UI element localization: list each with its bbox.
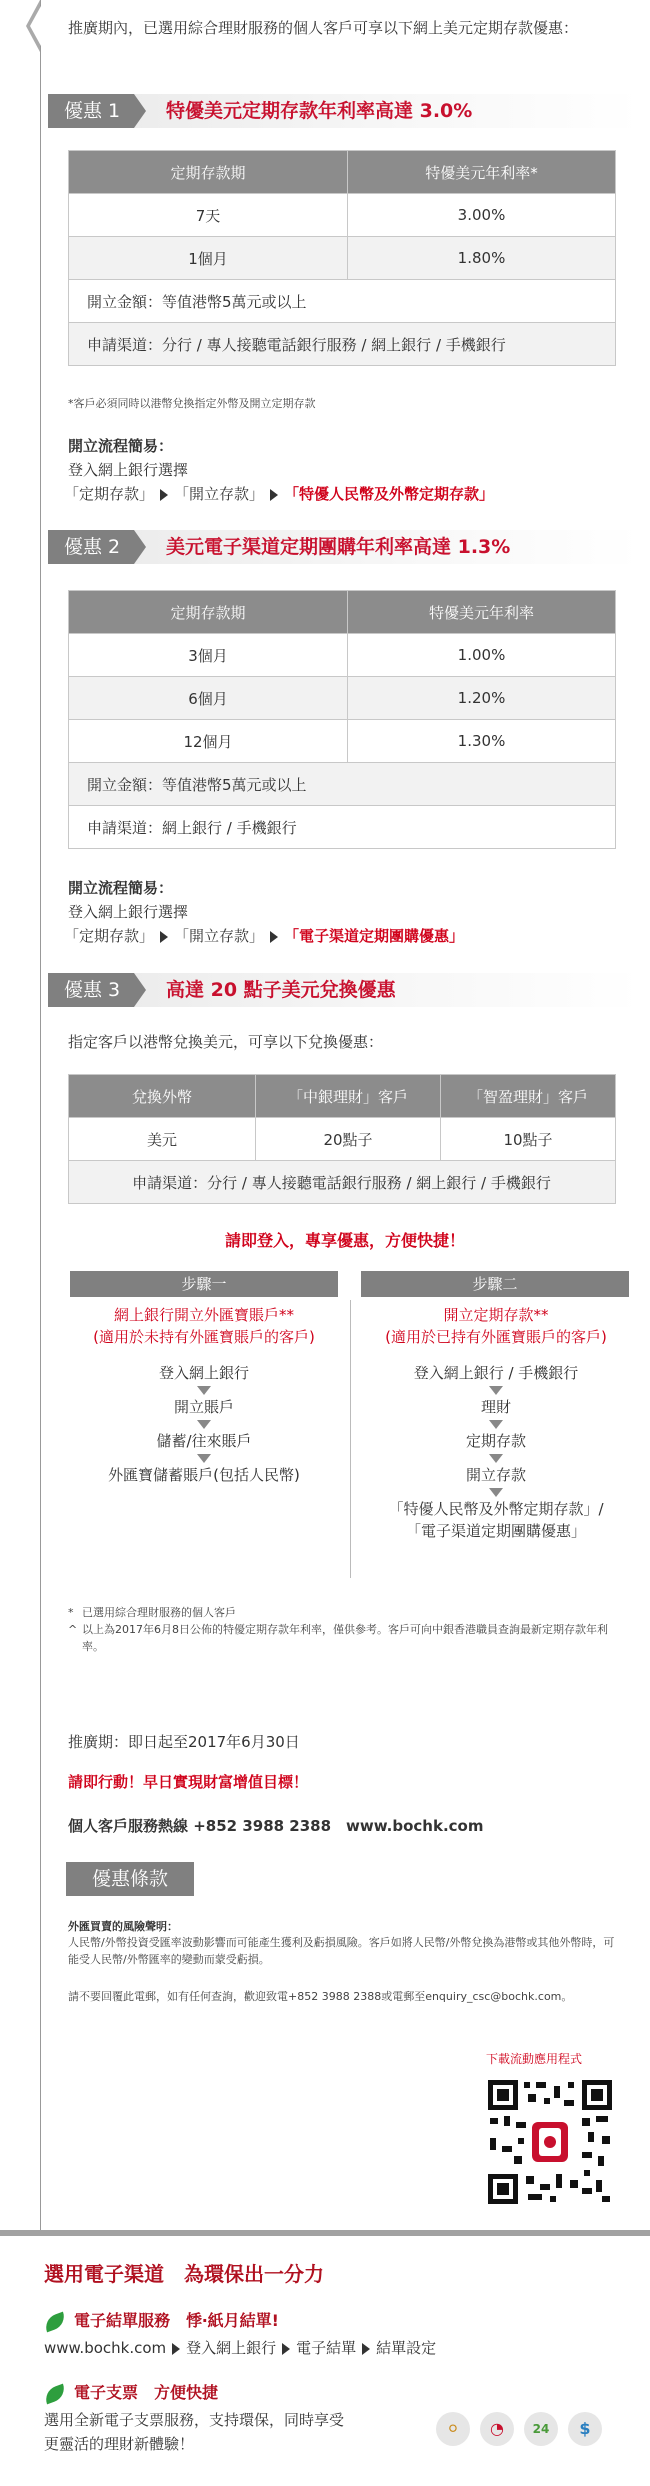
offer2-process-line: 登入網上銀行選擇 (68, 903, 189, 921)
intro-text: 推廣期內，已選用綜合理財服務的個人客戶可享以下網上美元定期存款優惠： (68, 19, 579, 37)
hotline: 個人客戶服務熱線 +852 3988 2388 www.bochk.com (68, 1817, 484, 1835)
arrow-down-icon (489, 1454, 503, 1463)
arrow-right-icon (270, 489, 278, 501)
table-header: 定期存款期 (69, 151, 348, 194)
offer3-desc: 指定客戶以港幣兌換美元，可享以下兌換優惠： (68, 1033, 384, 1051)
echeque-line2: 更靈活的理財新體驗！ (44, 2435, 195, 2453)
table-cell: 1.80% (348, 237, 616, 280)
table-cell: 6個月 (69, 677, 348, 720)
step2-title: 步驟二 (361, 1271, 629, 1297)
lock-icon: ⚪ (436, 2412, 470, 2446)
table-cell: 3.00% (348, 194, 616, 237)
offer1-tag: 優惠 1 (48, 94, 134, 128)
table-header: 特優美元年利率* (348, 151, 616, 194)
table-header: 特優美元年利率 (348, 591, 616, 634)
offer2-process-title: 開立流程簡易： (68, 879, 174, 897)
step2-item: 「電子渠道定期團購優惠」 (405, 1522, 586, 1540)
arrow-down-icon (489, 1488, 503, 1497)
offer3-title: 高達 20 點子美元兌換優惠 (166, 979, 396, 1001)
dollar-icon: $ (568, 2412, 602, 2446)
offer1-footnote: *客戶必須同時以港幣兌換指定外幣及開立定期存款 (68, 397, 316, 410)
table-cell: 1.20% (348, 677, 616, 720)
table-header: 定期存款期 (69, 591, 348, 634)
terms-button[interactable]: 優惠條款 (66, 1862, 194, 1896)
step1-item: 儲蓄/往來賬戶 (156, 1432, 252, 1450)
estatement-path: www.bochk.com 登入網上銀行 電子結單 結單設定 (44, 2339, 437, 2357)
table-header: 兌換外幣 (69, 1075, 256, 1118)
offer1-process-steps: 「定期存款」 「開立存款」 「特優人民幣及外幣定期存款」 (64, 485, 495, 503)
step1-item: 開立賬戶 (173, 1398, 234, 1416)
note-item: ^ 以上為2017年6月8日公佈的特優定期存款年利率，僅供參考。客戶可向中銀香港職員查詢最新定期存款年利率。 (68, 1623, 608, 1653)
footer-headline: 選用電子渠道 為環保出一分力 (44, 2262, 324, 2286)
notes (68, 1604, 618, 1655)
step2-item: 開立存款 (465, 1466, 526, 1484)
step2-item: 理財 (480, 1398, 511, 1416)
act-now: 請即行動！早日實現財富增值目標！ (68, 1773, 309, 1791)
offer1-process-line: 登入網上銀行選擇 (68, 461, 189, 479)
offer1-banner (48, 94, 640, 128)
offer1-process-title: 開立流程簡易： (68, 437, 174, 455)
arrow-right-icon (362, 2343, 370, 2355)
arrow-down-icon (489, 1420, 503, 1429)
table-cell: 1.00% (348, 634, 616, 677)
channels: 申請渠道：分行 / 專人接聽電話銀行服務 / 網上銀行 / 手機銀行 (69, 1161, 616, 1204)
qr-code[interactable] (484, 2076, 616, 2208)
arrow-right-icon (282, 2343, 290, 2355)
arrow-down-icon (197, 1386, 211, 1395)
risk-title: 外匯買賣的風險聲明： (68, 1920, 178, 1933)
min-amount: 開立金額：等值港幣5萬元或以上 (69, 763, 616, 806)
table-header: 「智盈理財」客戶 (441, 1075, 616, 1118)
offer2-tag: 優惠 2 (48, 530, 134, 564)
promo-period: 推廣期：即日起至2017年6月30日 (68, 1733, 300, 1751)
step2-item: 登入網上銀行 / 手機銀行 (413, 1364, 579, 1382)
table-cell: 3個月 (69, 634, 348, 677)
table-cell: 12個月 (69, 720, 348, 763)
speedometer-icon: ◔ (480, 2412, 514, 2446)
step1-item: 外匯寶儲蓄賬戶(包括人民幣) (108, 1466, 300, 1484)
step1-item: 登入網上銀行 (158, 1364, 249, 1382)
table-cell: 1.30% (348, 720, 616, 763)
arrow-right-icon (160, 489, 168, 501)
arrow-right-icon (160, 931, 168, 943)
arrow-down-icon (489, 1386, 503, 1395)
table-cell: 7天 (69, 194, 348, 237)
risk-text: 人民幣/外幣投資受匯率波動影響而可能產生獲利及虧損風險。客戶如將人民幣/外幣兌換為港幣或其他外幣時，可能受人民幣/外幣匯率的變動而蒙受虧損。 (68, 1936, 615, 1966)
note-item: * 已選用綜合理財服務的個人客戶 (68, 1606, 236, 1619)
step-divider (350, 1300, 351, 1578)
arrow-down-icon (197, 1454, 211, 1463)
leaf-icon (42, 2311, 67, 2332)
offer3-tag: 優惠 3 (48, 973, 134, 1007)
24h-icon: 24 (524, 2412, 558, 2446)
min-amount: 開立金額：等值港幣5萬元或以上 (69, 280, 616, 323)
enquiry-text: 請不要回覆此電郵，如有任何查詢，歡迎致電+852 3988 2388或電郵至enquiry_csc@bochk.com。 (68, 1990, 573, 2003)
offer2-banner (48, 530, 640, 564)
arrow-right-icon (270, 931, 278, 943)
step1-title: 步驟一 (70, 1271, 338, 1297)
step2-item: 定期存款 (465, 1432, 526, 1450)
offer1-title: 特優美元定期存款年利率高達 3.0% (166, 100, 473, 122)
step2-item: 「特優人民幣及外幣定期存款」/ (388, 1500, 604, 1518)
cta-text: 請即登入，專享優惠，方便快捷！ (224, 1231, 465, 1250)
offer1-table (68, 150, 616, 366)
table-cell: 20點子 (256, 1118, 441, 1161)
table-cell: 1個月 (69, 237, 348, 280)
footer (0, 2230, 650, 2486)
arrow-right-icon (172, 2343, 180, 2355)
table-cell: 美元 (69, 1118, 256, 1161)
download-app-label[interactable]: 下載流動應用程式 (486, 2052, 583, 2066)
channels: 申請渠道：網上銀行 / 手機銀行 (69, 806, 616, 849)
echeque-line1: 選用全新電子支票服務，支持環保，同時享受 (44, 2411, 345, 2429)
offer3-table (68, 1074, 616, 1204)
offer2-process-steps: 「定期存款」 「開立存款」 「電子渠道定期團購優惠」 (64, 927, 465, 945)
estatement-title: 電子結單服務 悸‧紙月結單! (44, 2308, 279, 2331)
step2-column: 開立定期存款** (適用於已持有外匯寶賬戶的客戶) 登入網上銀行 / 手機銀行 理財 定期存款 開立存款 「特優人民幣及外幣定期存款」/ 「電子渠道定期團購優惠」 (356, 1304, 636, 1542)
table-cell: 10點子 (441, 1118, 616, 1161)
channels: 申請渠道：分行 / 專人接聽電話銀行服務 / 網上銀行 / 手機銀行 (69, 323, 616, 366)
echeque-title: 電子支票 方便快捷 (44, 2380, 218, 2403)
offer3-banner (48, 973, 640, 1007)
offer2-table (68, 590, 616, 849)
arrow-down-icon (197, 1420, 211, 1429)
leaf-icon (42, 2383, 67, 2404)
table-header: 「中銀理財」客戶 (256, 1075, 441, 1118)
step1-column: 網上銀行開立外匯寶賬戶** (適用於未持有外匯寶賬戶的客戶) 登入網上銀行 開立賬戶 儲蓄/往來賬戶 外匯寶儲蓄賬戶(包括人民幣) (66, 1304, 342, 1486)
offer2-title: 美元電子渠道定期團購年利率高達 1.3% (166, 536, 511, 558)
